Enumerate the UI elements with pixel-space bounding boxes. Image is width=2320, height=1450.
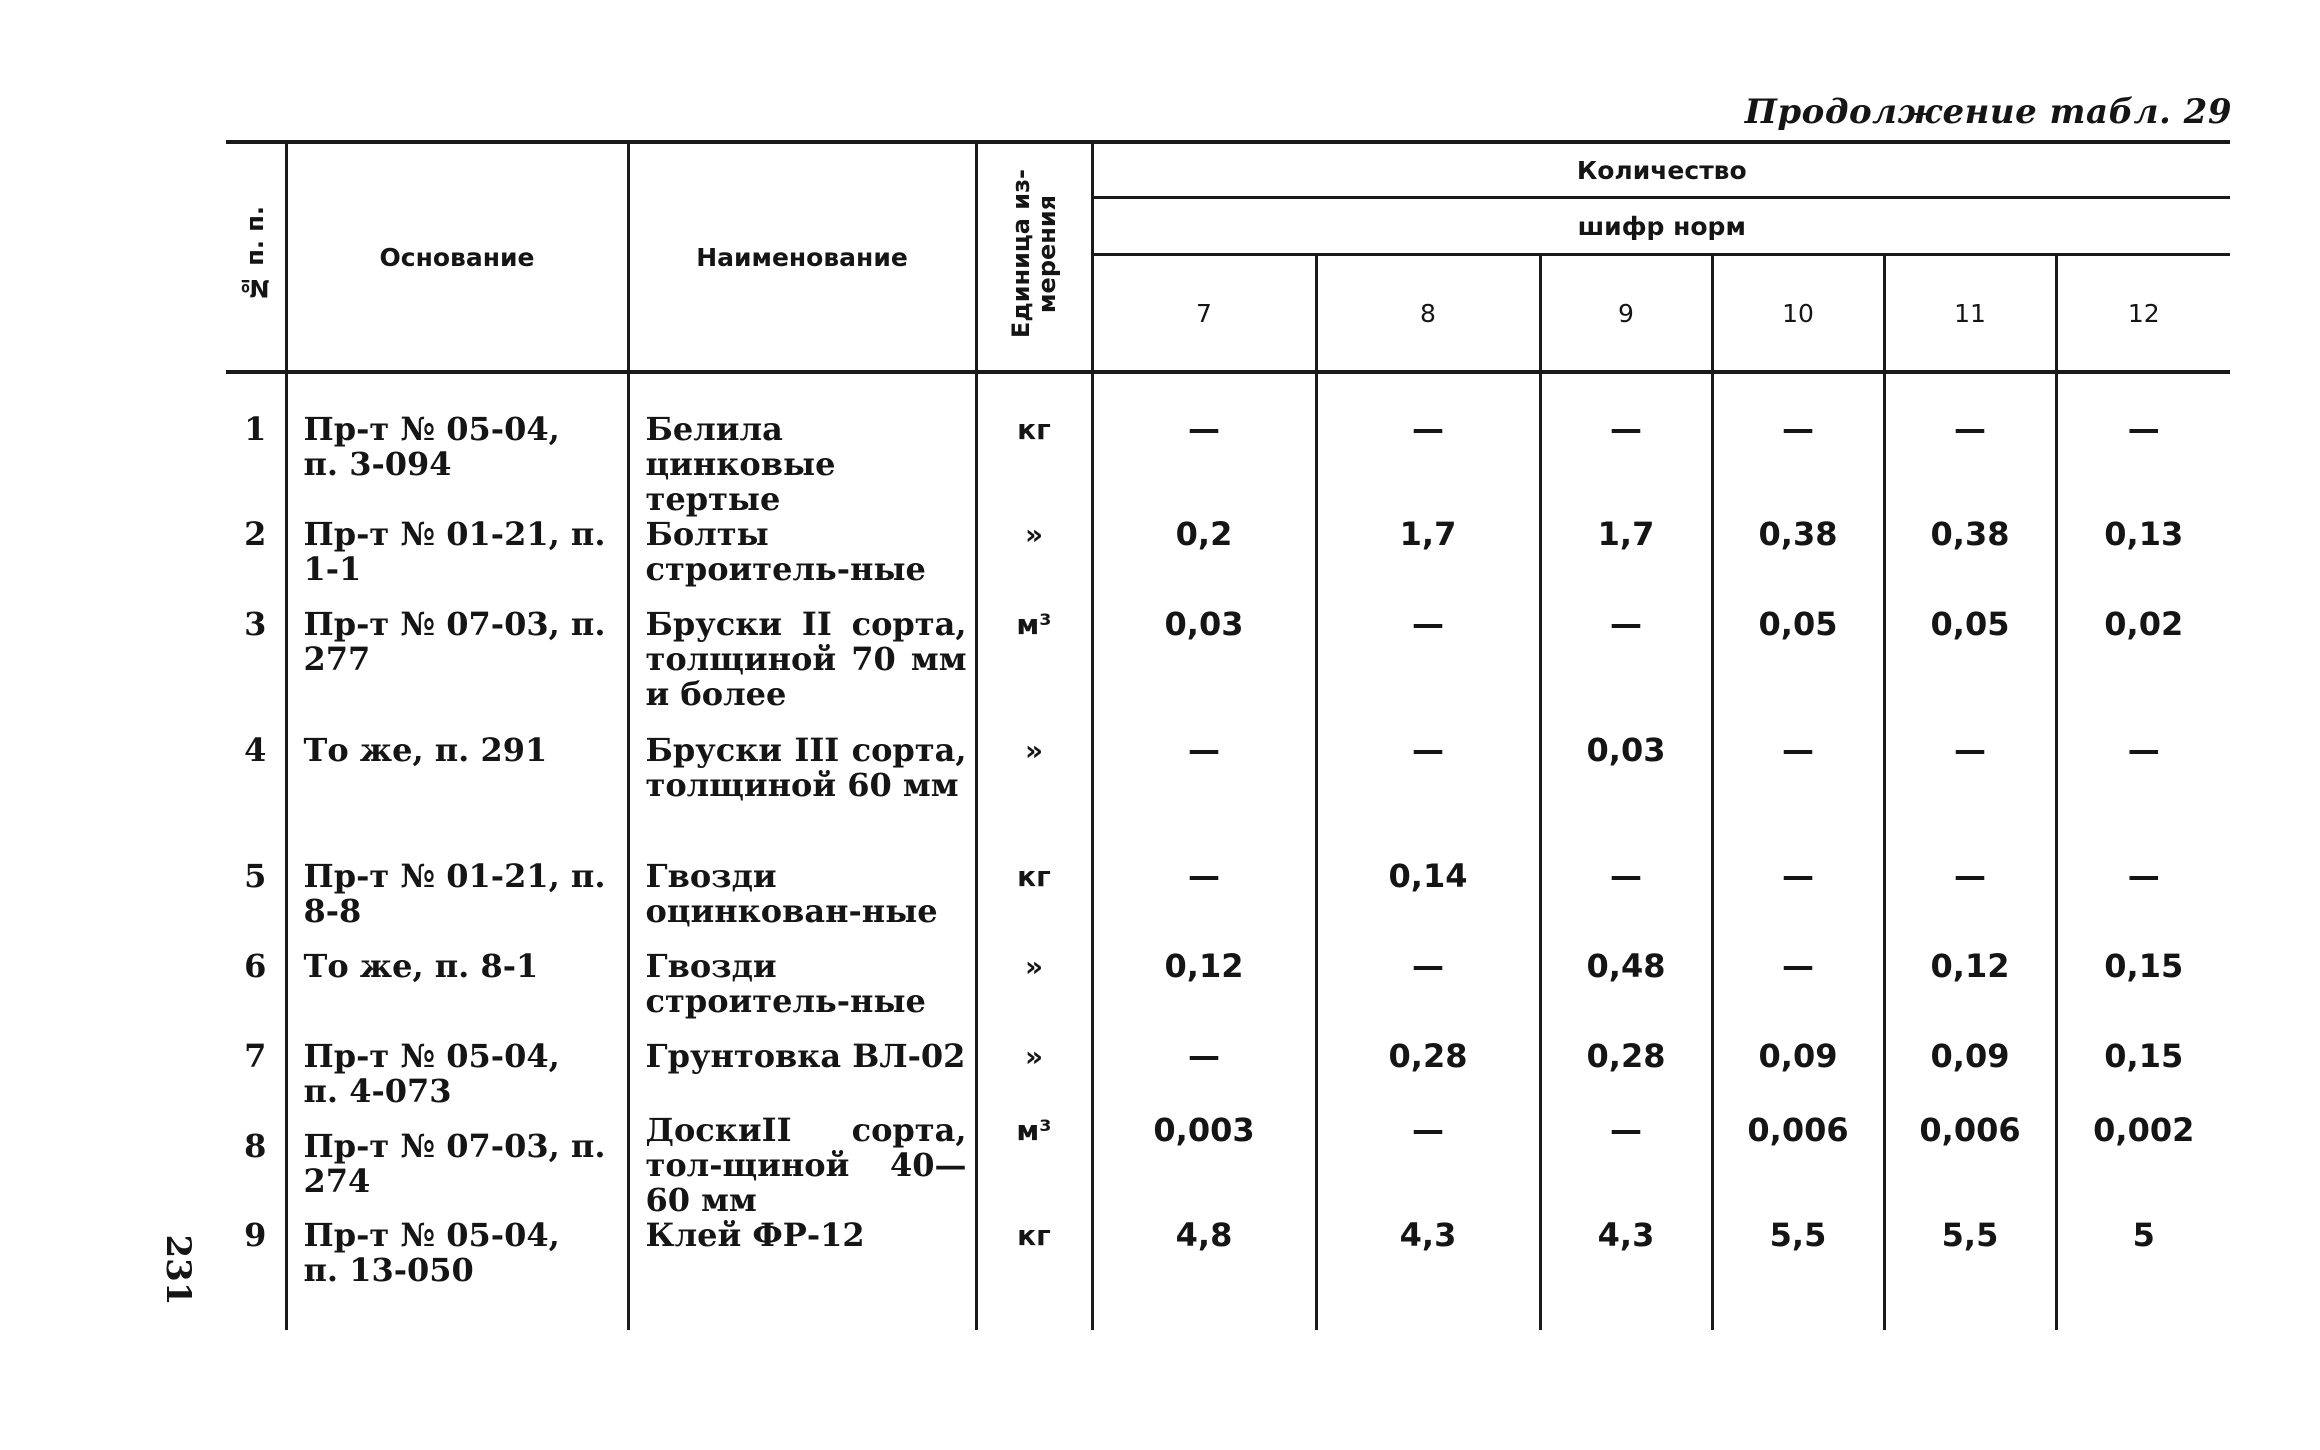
- table-row: [226, 859, 2230, 949]
- row-name: Болты строитель-ные: [628, 517, 976, 607]
- materials-table: [226, 140, 2230, 1330]
- row-value: 0,02: [2056, 607, 2230, 733]
- row-value: 0,28: [1540, 1039, 1712, 1113]
- row-value: 0,002: [2056, 1113, 2230, 1218]
- row-unit: »: [976, 517, 1092, 607]
- row-num: 1: [244, 410, 267, 448]
- row-basis: То же, п. 291: [286, 733, 628, 859]
- row-value: —: [1316, 607, 1540, 733]
- row-unit: м³: [976, 1113, 1092, 1218]
- table-row: [226, 607, 2230, 733]
- row-value: —: [1884, 859, 2056, 949]
- row-value: —: [1316, 372, 1540, 517]
- row-unit: кг: [976, 1218, 1092, 1330]
- row-num: 8: [244, 1127, 267, 1165]
- row-value: 0,15: [2056, 949, 2230, 1039]
- table-body: [226, 372, 2230, 1330]
- table-row: [226, 372, 2230, 517]
- row-unit: »: [976, 1039, 1092, 1113]
- row-value: 0,09: [1884, 1039, 2056, 1113]
- row-basis: Пр-т № 01-21, п. 8-8: [286, 859, 628, 949]
- row-value: 0,48: [1540, 949, 1712, 1039]
- row-value: 5,5: [1712, 1218, 1884, 1330]
- header-code-7: 7: [1092, 255, 1316, 373]
- row-value: —: [2056, 733, 2230, 859]
- row-num: 4: [244, 731, 267, 769]
- row-value: —: [1316, 733, 1540, 859]
- header-num: [226, 142, 286, 372]
- header-code-9: 9: [1540, 255, 1712, 373]
- row-value: 0,15: [2056, 1039, 2230, 1113]
- header-code-8: 8: [1316, 255, 1540, 373]
- row-value: —: [1540, 372, 1712, 517]
- header-unit: [976, 142, 1092, 372]
- row-basis: Пр-т № 01-21, п. 1-1: [286, 517, 628, 607]
- row-num: 2: [244, 515, 267, 553]
- table-row: [226, 1113, 2230, 1218]
- row-name: Бруски II сорта, толщиной 70 мм и более: [628, 607, 976, 733]
- row-value: 4,3: [1540, 1218, 1712, 1330]
- header-code-12: 12: [2056, 255, 2230, 373]
- row-value: —: [1540, 859, 1712, 949]
- row-value: 0,12: [1092, 949, 1316, 1039]
- row-value: 1,7: [1540, 517, 1712, 607]
- header-quantity: Количество: [1092, 142, 2230, 198]
- row-unit: кг: [976, 372, 1092, 517]
- row-value: 0,006: [1712, 1113, 1884, 1218]
- row-unit: кг: [976, 859, 1092, 949]
- page-number: 231: [158, 1234, 198, 1306]
- row-value: 0,03: [1540, 733, 1712, 859]
- row-basis: Пр-т № 05-04, п. 3-094: [286, 372, 628, 517]
- table-row: [226, 1039, 2230, 1113]
- row-value: 0,05: [1884, 607, 2056, 733]
- row-value: —: [1712, 733, 1884, 859]
- row-name: Грунтовка ВЛ-02: [628, 1039, 976, 1113]
- header-norm-code: шифр норм: [1092, 198, 2230, 255]
- row-value: 0,03: [1092, 607, 1316, 733]
- row-value: 1,7: [1316, 517, 1540, 607]
- row-basis: То же, п. 8-1: [286, 949, 628, 1039]
- row-value: —: [1092, 859, 1316, 949]
- row-name: Гвозди оцинкован-ные: [628, 859, 976, 949]
- row-value: 5: [2056, 1218, 2230, 1330]
- row-unit: м³: [976, 607, 1092, 733]
- row-value: —: [1092, 372, 1316, 517]
- row-basis: Пр-т № 05-04, п. 4-073: [286, 1039, 628, 1113]
- row-unit: »: [976, 733, 1092, 859]
- row-name: Клей ФР-12: [628, 1218, 976, 1330]
- row-name: Бруски III сорта, толщиной 60 мм: [628, 733, 976, 859]
- row-value: 0,14: [1316, 859, 1540, 949]
- row-value: 0,2: [1092, 517, 1316, 607]
- row-value: —: [1092, 733, 1316, 859]
- table-caption: Продолжение табл. 29: [1744, 92, 2232, 132]
- row-value: 0,38: [1884, 517, 2056, 607]
- row-basis: Пр-т № 05-04, п. 13-050: [286, 1218, 628, 1330]
- row-value: —: [1884, 733, 2056, 859]
- row-value: 0,006: [1884, 1113, 2056, 1218]
- row-value: 0,38: [1712, 517, 1884, 607]
- table-row: [226, 733, 2230, 859]
- table-row: [226, 949, 2230, 1039]
- row-basis: Пр-т № 07-03, п. 274: [286, 1113, 628, 1218]
- header-num-label: № п. п.: [241, 205, 270, 303]
- row-num: 6: [244, 947, 267, 985]
- row-value: 0,05: [1712, 607, 1884, 733]
- row-value: 4,8: [1092, 1218, 1316, 1330]
- row-name: Белила цинковые тертые: [628, 372, 976, 517]
- row-value: —: [1316, 949, 1540, 1039]
- row-value: —: [1316, 1113, 1540, 1218]
- row-name: Гвозди строитель-ные: [628, 949, 976, 1039]
- row-value: —: [1712, 949, 1884, 1039]
- row-value: 0,12: [1884, 949, 2056, 1039]
- row-unit: »: [976, 949, 1092, 1039]
- header-code-10: 10: [1712, 255, 1884, 373]
- table-row: [226, 517, 2230, 607]
- row-name: ДоскиII сорта, тол-щиной 40—60 мм: [628, 1113, 976, 1218]
- header-unit-label: Единица из- мерения: [1007, 169, 1061, 339]
- header-code-11: 11: [1884, 255, 2056, 373]
- row-value: 0,003: [1092, 1113, 1316, 1218]
- row-value: 0,09: [1712, 1039, 1884, 1113]
- row-value: —: [1092, 1039, 1316, 1113]
- header-basis: Основание: [286, 142, 628, 372]
- row-value: 5,5: [1884, 1218, 2056, 1330]
- row-value: —: [1712, 859, 1884, 949]
- row-num: 5: [244, 857, 267, 895]
- row-num: 9: [244, 1216, 267, 1254]
- row-value: 4,3: [1316, 1218, 1540, 1330]
- row-value: —: [2056, 372, 2230, 517]
- row-value: —: [1540, 1113, 1712, 1218]
- row-value: —: [1540, 607, 1712, 733]
- row-num: 3: [244, 605, 267, 643]
- header-name: Наименование: [628, 142, 976, 372]
- table-header: [226, 142, 2230, 372]
- row-value: —: [1712, 372, 1884, 517]
- row-num: 7: [244, 1037, 267, 1075]
- row-value: 0,13: [2056, 517, 2230, 607]
- table-row: [226, 1218, 2230, 1330]
- row-value: —: [1884, 372, 2056, 517]
- row-value: —: [2056, 859, 2230, 949]
- row-basis: Пр-т № 07-03, п. 277: [286, 607, 628, 733]
- row-value: 0,28: [1316, 1039, 1540, 1113]
